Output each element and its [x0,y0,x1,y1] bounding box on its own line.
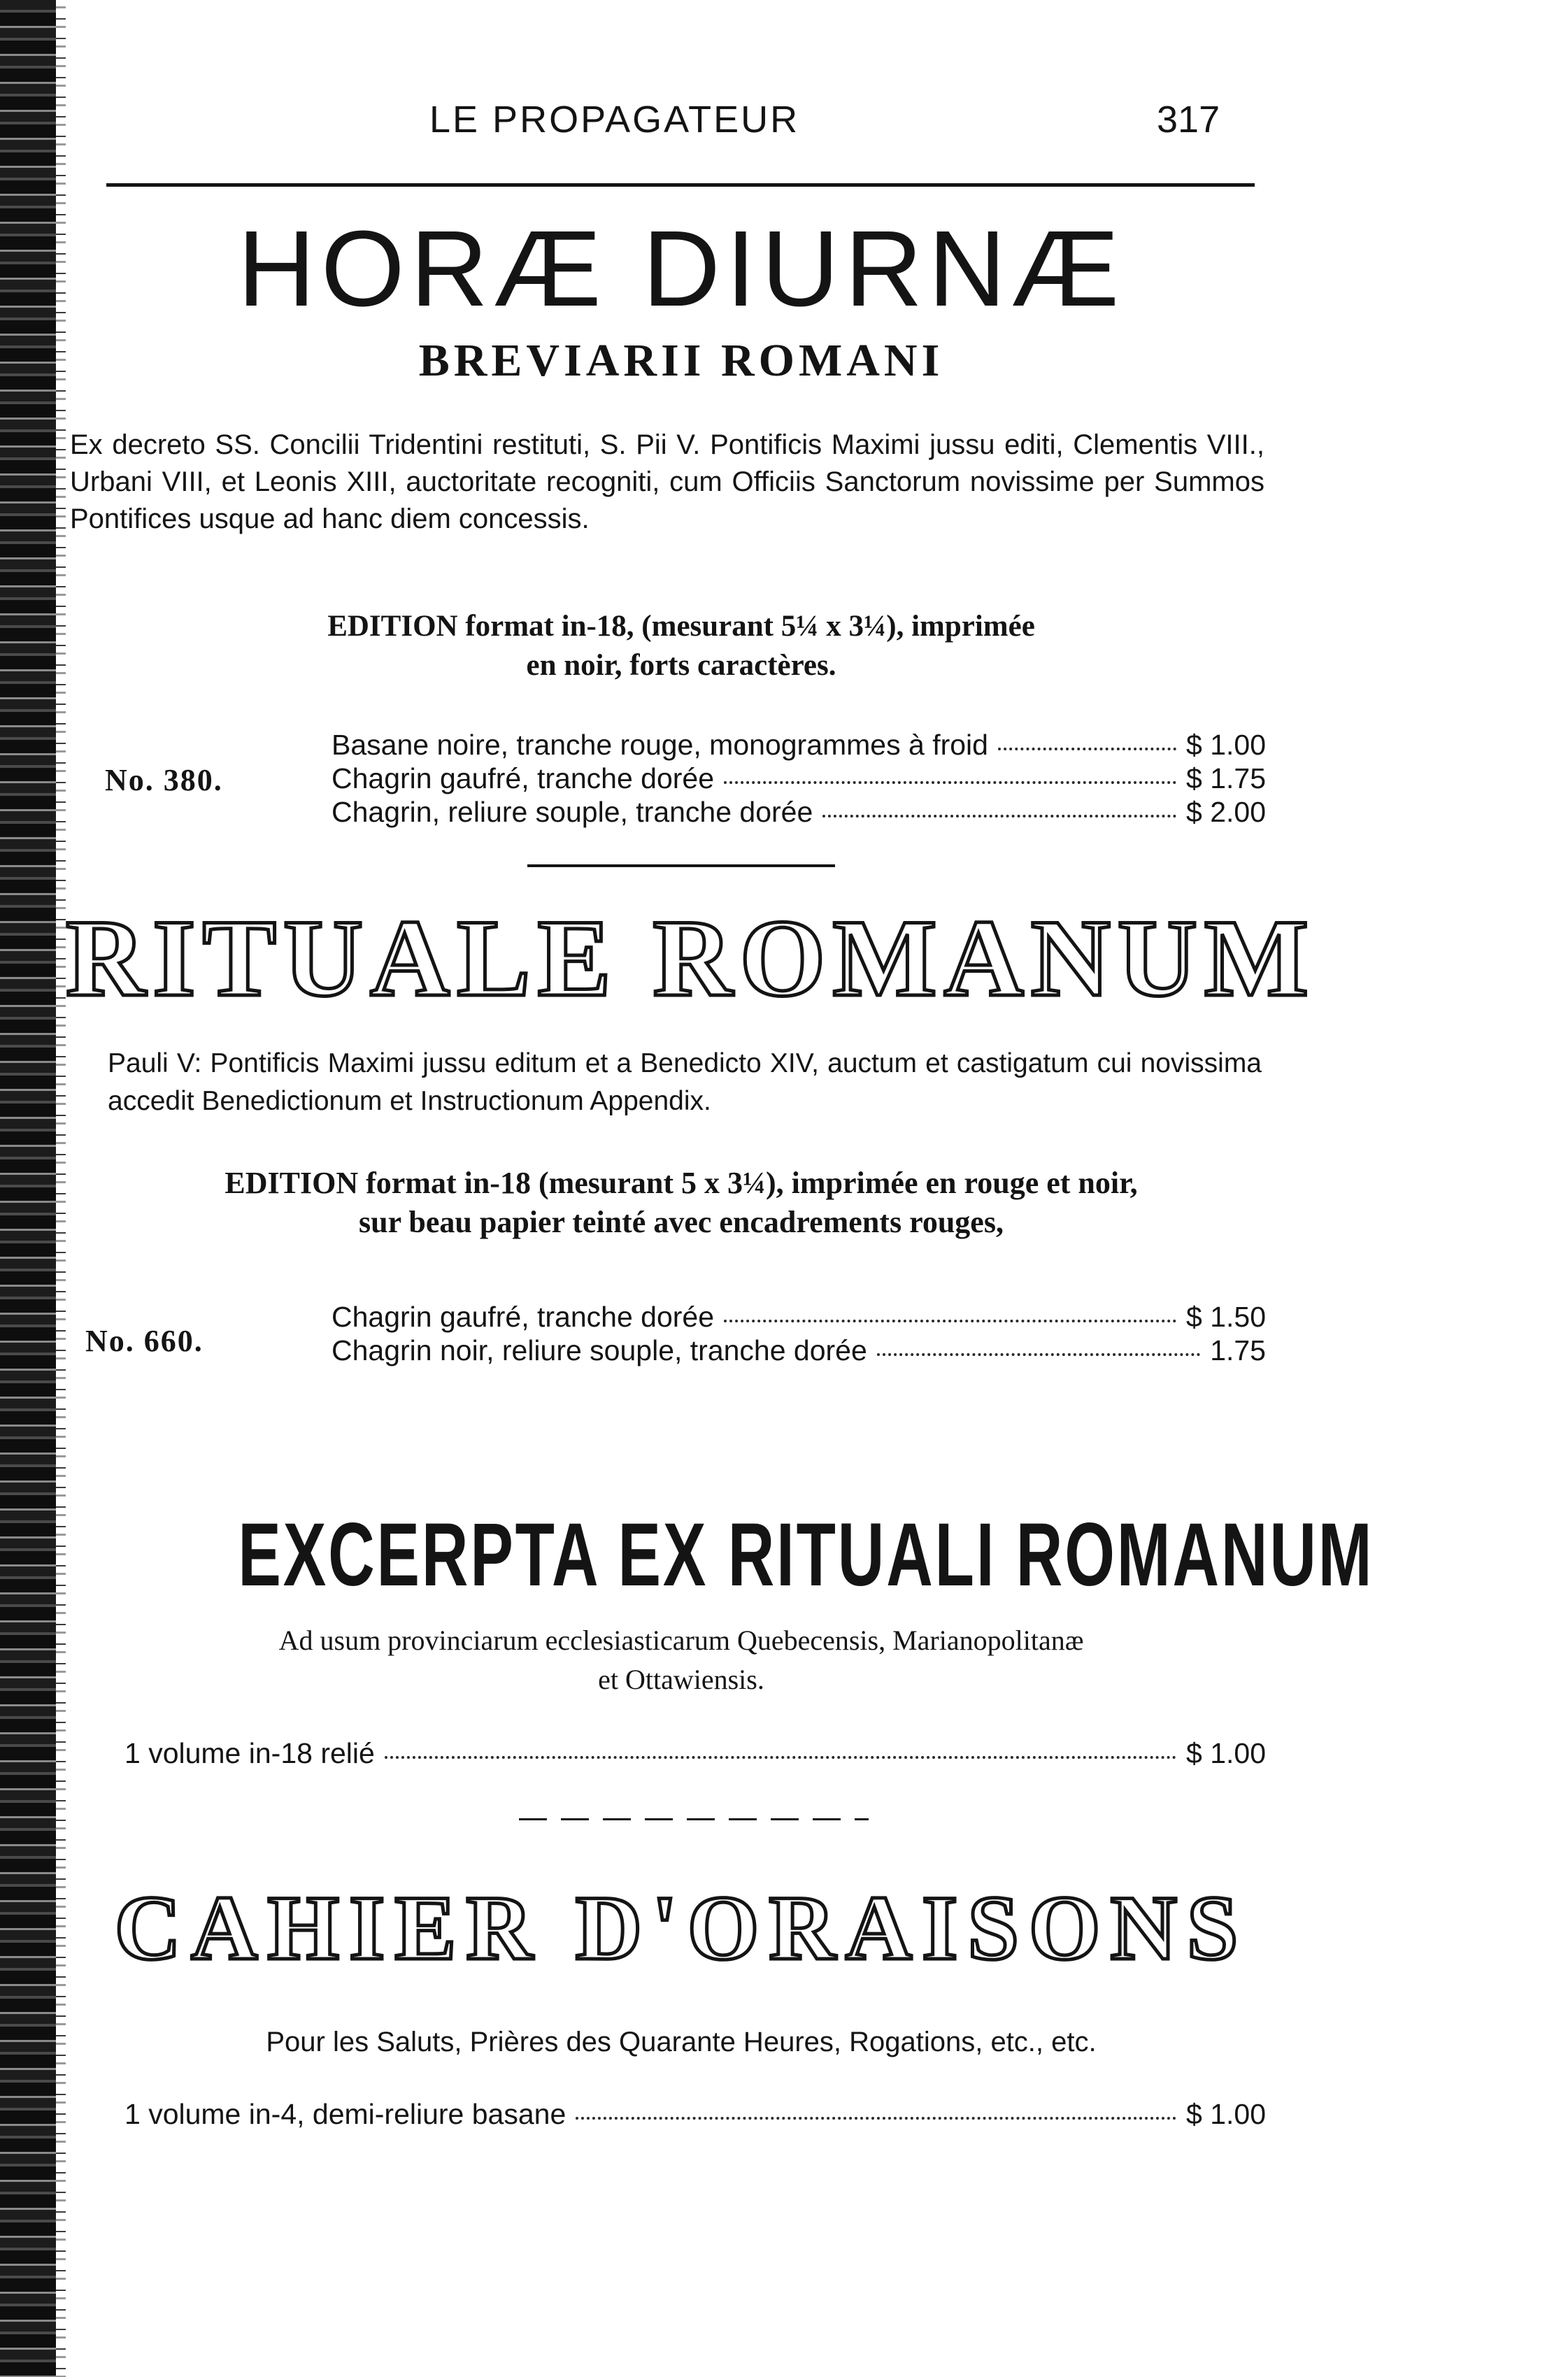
rituale-edition-line-1: EDITION format in-18 (mesurant 5 x 3¼), imprimée en rouge et noir, [224,1166,1138,1200]
item-price: $ 1.00 [1186,1737,1266,1769]
price-line [332,762,1266,796]
item-description: 1 volume in-4, demi-reliure basane [124,2098,566,2130]
item-price: 1.75 [1210,1334,1266,1366]
horae-edition-line-1: EDITION format in-18, (mesurant 5¼ x 3¼), imprimée [327,610,1035,643]
item-description: Chagrin gaufré, tranche dorée [332,1301,715,1333]
item-price: $ 1.00 [1186,2098,1266,2130]
rituale-description: Pauli V: Pontificis Maximi jussu editum et a Benedicto XIV, auctum et castigatum cui novissima accedit Benedictionum et Instructionum Appendix. [108,1048,1262,1116]
item-description: 1 volume in-18 relié [124,1737,375,1769]
price-line [332,729,1266,762]
excerpta-description [66,1621,1297,1699]
item-description: Basane noire, tranche rouge, monogrammes à froid [332,729,988,761]
dot-leader [724,1320,1176,1322]
catalog-page [66,0,1568,2377]
rituale-edition [66,1164,1297,1242]
running-title: LE PROPAGATEUR [429,99,800,141]
price-line [332,1301,1266,1334]
excerpta-title: EXCERPTA EX RITUALI ROMANUM [238,1505,1374,1605]
dot-leader [576,2117,1176,2120]
price-line [124,1737,1266,1771]
excerpta-description-line-2: et Ottawiensis. [598,1664,764,1695]
cahier-description: Pour les Saluts, Prières des Quarante Heures, Rogations, etc., etc. [266,2027,1097,2057]
item-description: Chagrin noir, reliure souple, tranche dorée [332,1334,867,1366]
dot-leader [724,781,1176,784]
dot-leader [998,748,1176,750]
dot-leader [877,1353,1200,1356]
item-price: $ 1.75 [1186,762,1266,794]
horae-edition-line-2: en noir, forts caractères. [526,649,836,682]
item-price: $ 2.00 [1186,796,1266,828]
section-divider [527,864,835,867]
item-price: $ 1.50 [1186,1301,1266,1333]
rituale-edition-line-2: sur beau papier teinté avec encadrements rouges, [359,1205,1004,1239]
excerpta-description-line-1: Ad usum provinciarum ecclesiasticarum Quebecensis, Marianopolitanæ [278,1625,1084,1656]
item-description: Chagrin gaufré, tranche dorée [332,762,715,794]
horae-subtitle: BREVIARII ROMANI [418,335,944,386]
item-description: Chagrin, reliure souple, tranche dorée [332,796,813,828]
page-gutter-shadow [56,0,66,2377]
dot-leader [385,1756,1176,1759]
price-line [332,796,1266,829]
horae-catalog-number: No. 380. [105,763,223,797]
price-line [124,2098,1266,2132]
header-rule [106,183,1255,187]
price-line [332,1334,1266,1368]
horae-edition [66,607,1297,685]
rituale-title: RITUALE ROMANUM [66,897,1316,1020]
cahier-title: CAHIER D'ORAISONS [114,1876,1248,1979]
section-divider [519,1818,869,1820]
page-number: 317 [1157,99,1220,141]
dot-leader [822,815,1176,818]
book-spine-edge [0,0,56,2377]
rituale-catalog-number: No. 660. [85,1324,204,1358]
horae-description: Ex decreto SS. Concilii Tridentini restituti, S. Pii V. Pontificis Maximi jussu editi, Clementis VIII., Urbani VIII, et Leonis XIII, auctoritate recogniti, cum Officiis Sanctorum novissime per Summos Pontifices usque ad hanc diem concessis. [70,429,1264,534]
item-price: $ 1.00 [1186,729,1266,761]
horae-title: HORÆ DIURNÆ [237,208,1125,329]
